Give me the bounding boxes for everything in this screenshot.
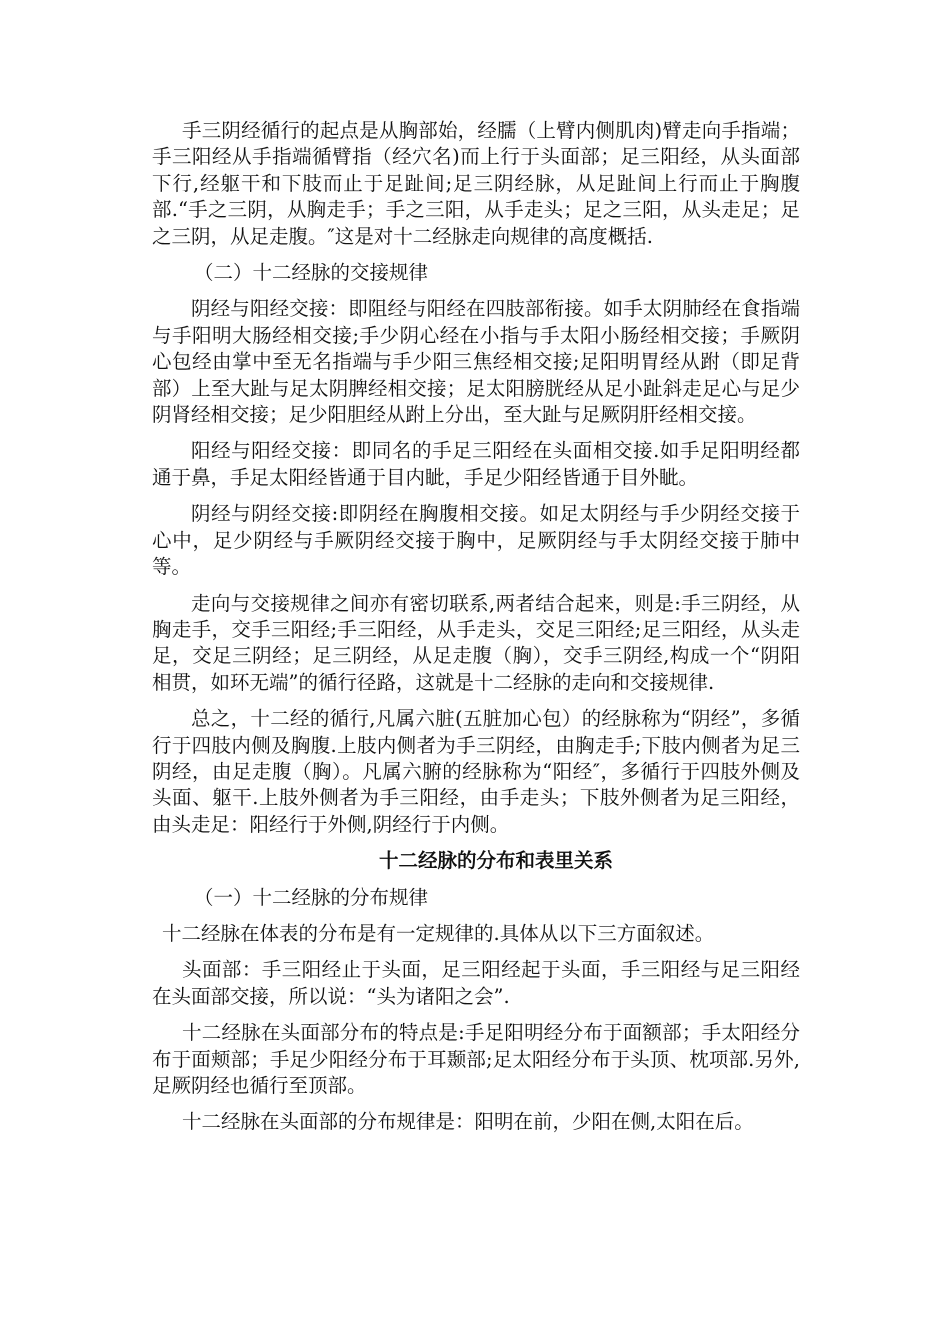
document-page <box>152 118 800 1136</box>
paragraph-yin-yang-exchange: 阴经与阳经交接：即阻经与阳经在四肢部衔接。如手太阴肺经在食指端与手阳明大肠经相交接;手少阴心经在小指与手太阳小肠经相交接；手厥阴心包经由掌中至无名指端与手少阳三焦经相交接;足阳明胃经从跗（即足背部）上至大趾与足太阴脾经相交接；足太阳膀胱经从足小趾斜走足心与足少阴肾经相交接；足少阳胆经从跗上分出，至大趾与足厥阴肝经相交接。 <box>152 297 800 427</box>
section-heading-distribution-rules: （一）十二经脉的分布规律 <box>194 885 429 909</box>
paragraph-head-face: 头面部：手三阳经止于头面，足三阳经起于头面，手三阳经与足三阳经在头面部交接，所以说：“头为诸阳之会”. <box>152 958 800 1008</box>
paragraph-summary: 总之，十二经的循行,凡属六脏(五脏加心包）的经脉称为“阴经”，多循行于四肢内侧及胸腹.上肢内侧者为手三阴经，由胸走手;下肢内侧者为足三阴经，由足走腹（胸）。凡属六腑的经脉称为“阳经″，多循行于四肢外侧及头面、躯干.上肢外侧者为手三阳经，由手走头；下肢外侧者为足三阳经，由头走足：阳经行于外侧,阴经行于内侧。 <box>152 707 800 836</box>
paragraph-distribution-intro: 十二经脉在体表的分布是有一定规律的.具体从以下三方面叙述。 <box>162 921 715 945</box>
paragraph-head-face-features: 十二经脉在头面部分布的特点是:手足阳明经分布于面额部；手太阳经分布于面颊部；手足少阳经分布于耳颞部;足太阳经分布于头顶、枕项部.另外,足厥阴经也循行至顶部。 <box>152 1021 800 1097</box>
paragraph-yin-yin-exchange: 阴经与阴经交接:即阴经在胸腹相交接。如足太阴经与手少阴经交接于心中，足少阴经与手厥阴经交接于胸中，足厥阴经与手太阴经交接于肺中等。 <box>152 502 800 579</box>
section-heading-exchange-rules: （二）十二经脉的交接规律 <box>194 261 429 285</box>
paragraph-direction-and-exchange: 走向与交接规律之间亦有密切联系,两者结合起来，则是:手三阴经，从胸走手，交手三阳经;手三阳经，从手走头，交足三阳经;足三阳经，从头走足，交足三阴经；足三阴经，从足走腹（胸），交手三阴经,构成一个“阴阳相贯，如环无端”的循行径路，这就是十二经脉的走向和交接规律. <box>152 591 800 694</box>
paragraph-yang-yang-exchange: 阳经与阳经交接：即同名的手足三阳经在头面相交接.如手足阳明经都通于鼻，手足太阳经皆通于目内眦，手足少阳经皆通于目外眦。 <box>152 439 800 489</box>
paragraph-meridian-direction: 手三阴经循行的起点是从胸部始，经臑（上臂内侧肌肉)臂走向手指端；手三阳经从手指端循臂指（经穴名)而上行于头面部；足三阳经，从头面部下行,经躯干和下肢而止于足趾间;足三阴经脉，从足趾间上行而止于胸腹部.“手之三阴，从胸走手；手之三阳，从手走头；足之三阳，从头走足；足之三阴，从足走腹。″这是对十二经脉走向规律的高度概括. <box>152 119 800 248</box>
paragraph-head-face-rules: 十二经脉在头面部的分布规律是：阳明在前，少阳在侧,太阳在后。 <box>182 1110 754 1134</box>
main-heading-distribution: 十二经脉的分布和表里关系 <box>378 849 613 873</box>
